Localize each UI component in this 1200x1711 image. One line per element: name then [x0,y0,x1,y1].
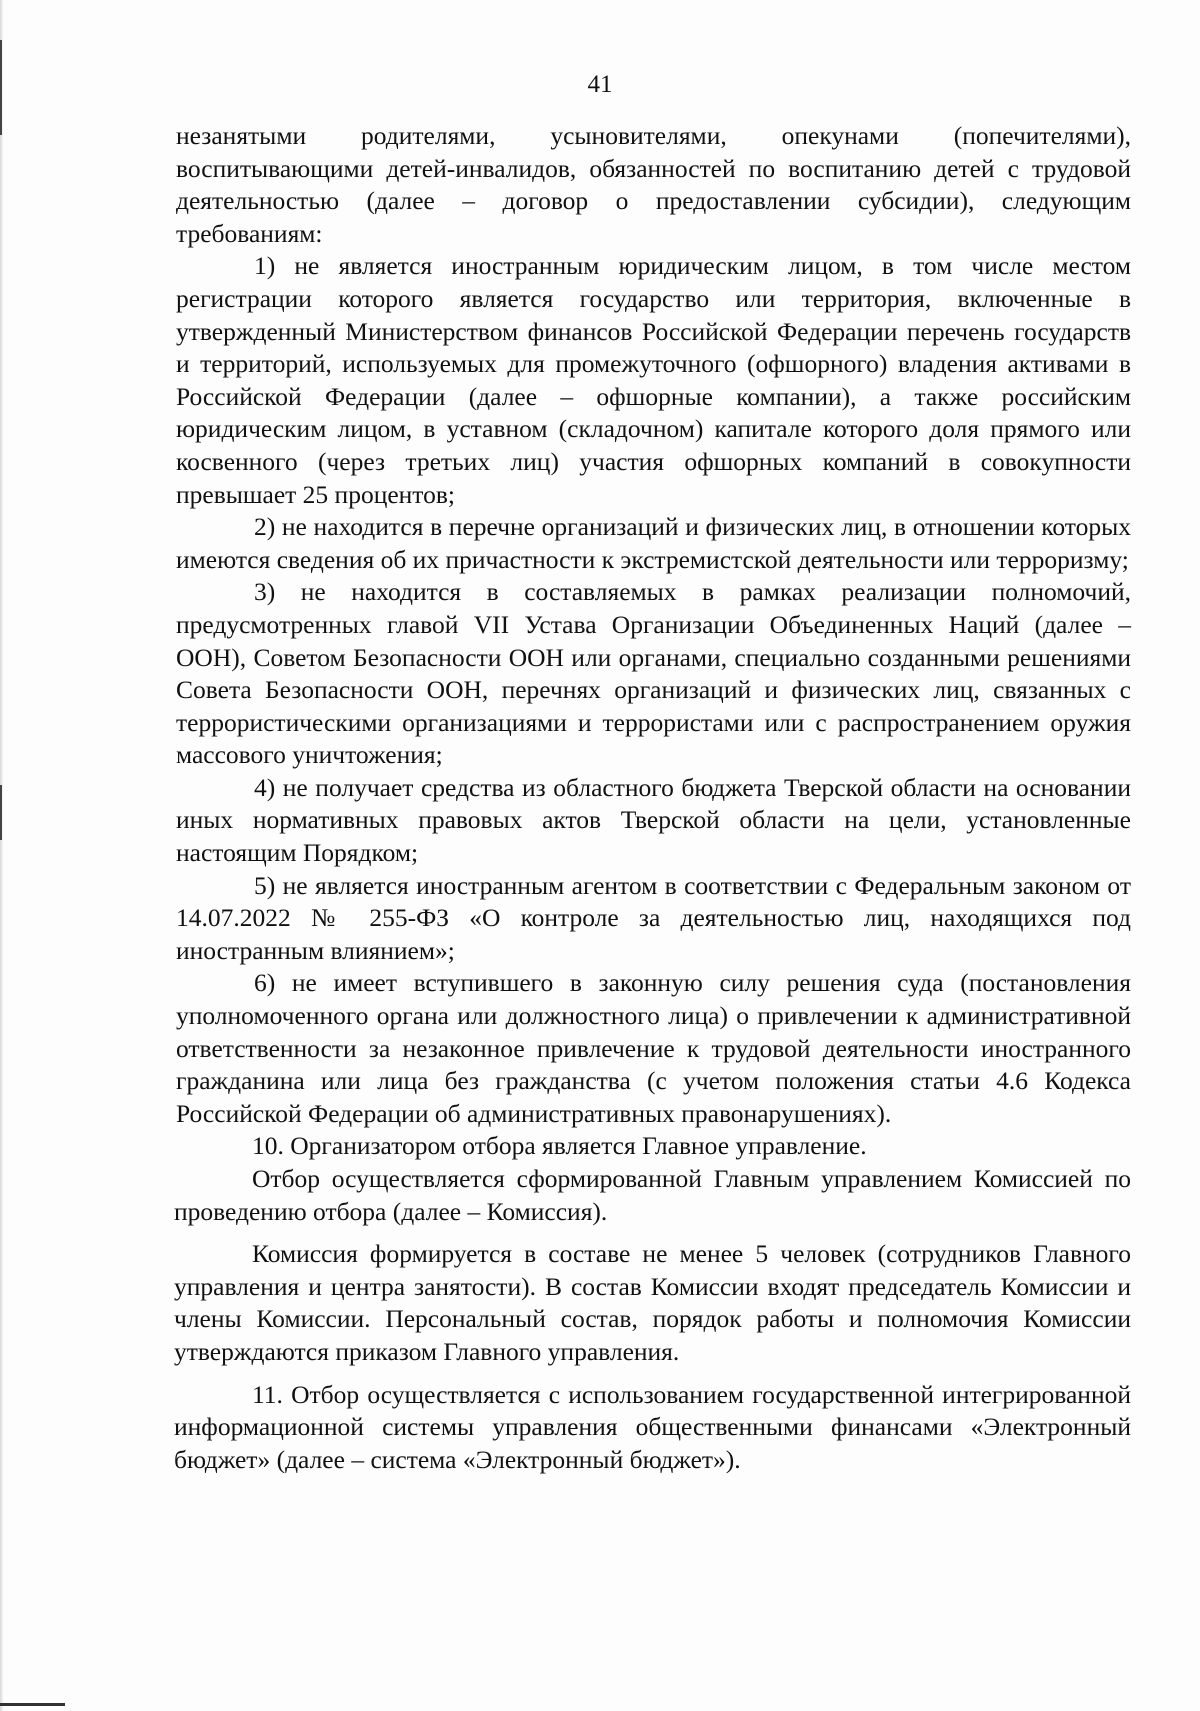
document-body [176,120,1131,1476]
paragraph-commission-composition: Комиссия формируется в составе не менее 5 человек (сотрудников Главного управления и центра занятости). В состав Комиссии входят председатель Комиссии и члены Комиссии. Персональный состав, порядок работы и полномочия Комиссии утверждаются приказом Главного управления. [174,1239,1131,1366]
scan-edge [0,0,3,1711]
paragraph-clause-10: 10. Организатором отбора является Главное управление. [252,1131,867,1161]
paragraph-requirements-intro: незанятыми родителями, усыновителями, опекунами (попечителями), воспитывающими детей-инвалидов, обязанностей по воспитанию детей с трудовой деятельностью (далее – договор о предоставлении субсидии), следующим требованиям: [176,121,1131,248]
scan-mark [0,785,2,840]
paragraph-item-2: 2) не находится в перечне организаций и физических лиц, в отношении которых имеются сведения об их причастности к экстремистской деятельности или терроризму; [176,512,1131,574]
paragraph-item-1: 1) не является иностранным юридическим лицом, в том числе местом регистрации которого является государство или территория, включенные в утвержденный Министерством финансов Российской Федерации перечень государств и территорий, используемых для промежуточного (офшорного) владения активами в Российской Федерации (далее – офшорные компании), а также российским юридическим лицом, в уставном (складочном) капитале которого доля прямого или косвенного (через третьих лиц) участия офшорных компаний в совокупности превышает 25 процентов; [176,251,1131,509]
paragraph-item-5: 5) не является иностранным агентом в соответствии с Федеральным законом от 14.07.2022 № 255-ФЗ «О контроле за деятельностью лиц, находящихся под иностранным влиянием»; [176,870,1131,965]
paragraph-item-6: 6) не имеет вступившего в законную силу решения суда (постановления уполномоченного органа или должностного лица) о привлечении к административной ответственности за незаконное привлечение к трудовой деятельности иностранного гражданина или лица без гражданства (с учетом положения статьи 4.6 Кодекса Российской Федерации об административных правонарушениях). [176,968,1131,1128]
paragraph-item-4: 4) не получает средства из областного бюджета Тверской области на основании иных нормативных правовых актов Тверской области на цели, установленные настоящим Порядком; [176,772,1131,868]
paragraph-clause-11: 11. Отбор осуществляется с использованием государственной интегрированной информационной системы управления общественными финансами «Электронный бюджет» (далее – система «Электронный бюджет»). [174,1379,1131,1474]
paragraph-item-3: 3) не находится в составляемых в рамках реализации полномочий, предусмотренных главой VII Устава Организации Объединенных Наций (далее – ООН), Советом Безопасности ООН или органами, специально созданными решениями Совета Безопасности ООН, перечнях организаций и физических лиц, связанных с террористическими организациями и террористами или с распространением оружия массового уничтожения; [176,577,1131,770]
scan-mark [0,1703,65,1706]
page-number: 41 [587,71,613,98]
paragraph-selection-commission: Отбор осуществляется сформированной Главным управлением Комиссией по проведению отбора (далее – Комиссия). [174,1164,1131,1226]
